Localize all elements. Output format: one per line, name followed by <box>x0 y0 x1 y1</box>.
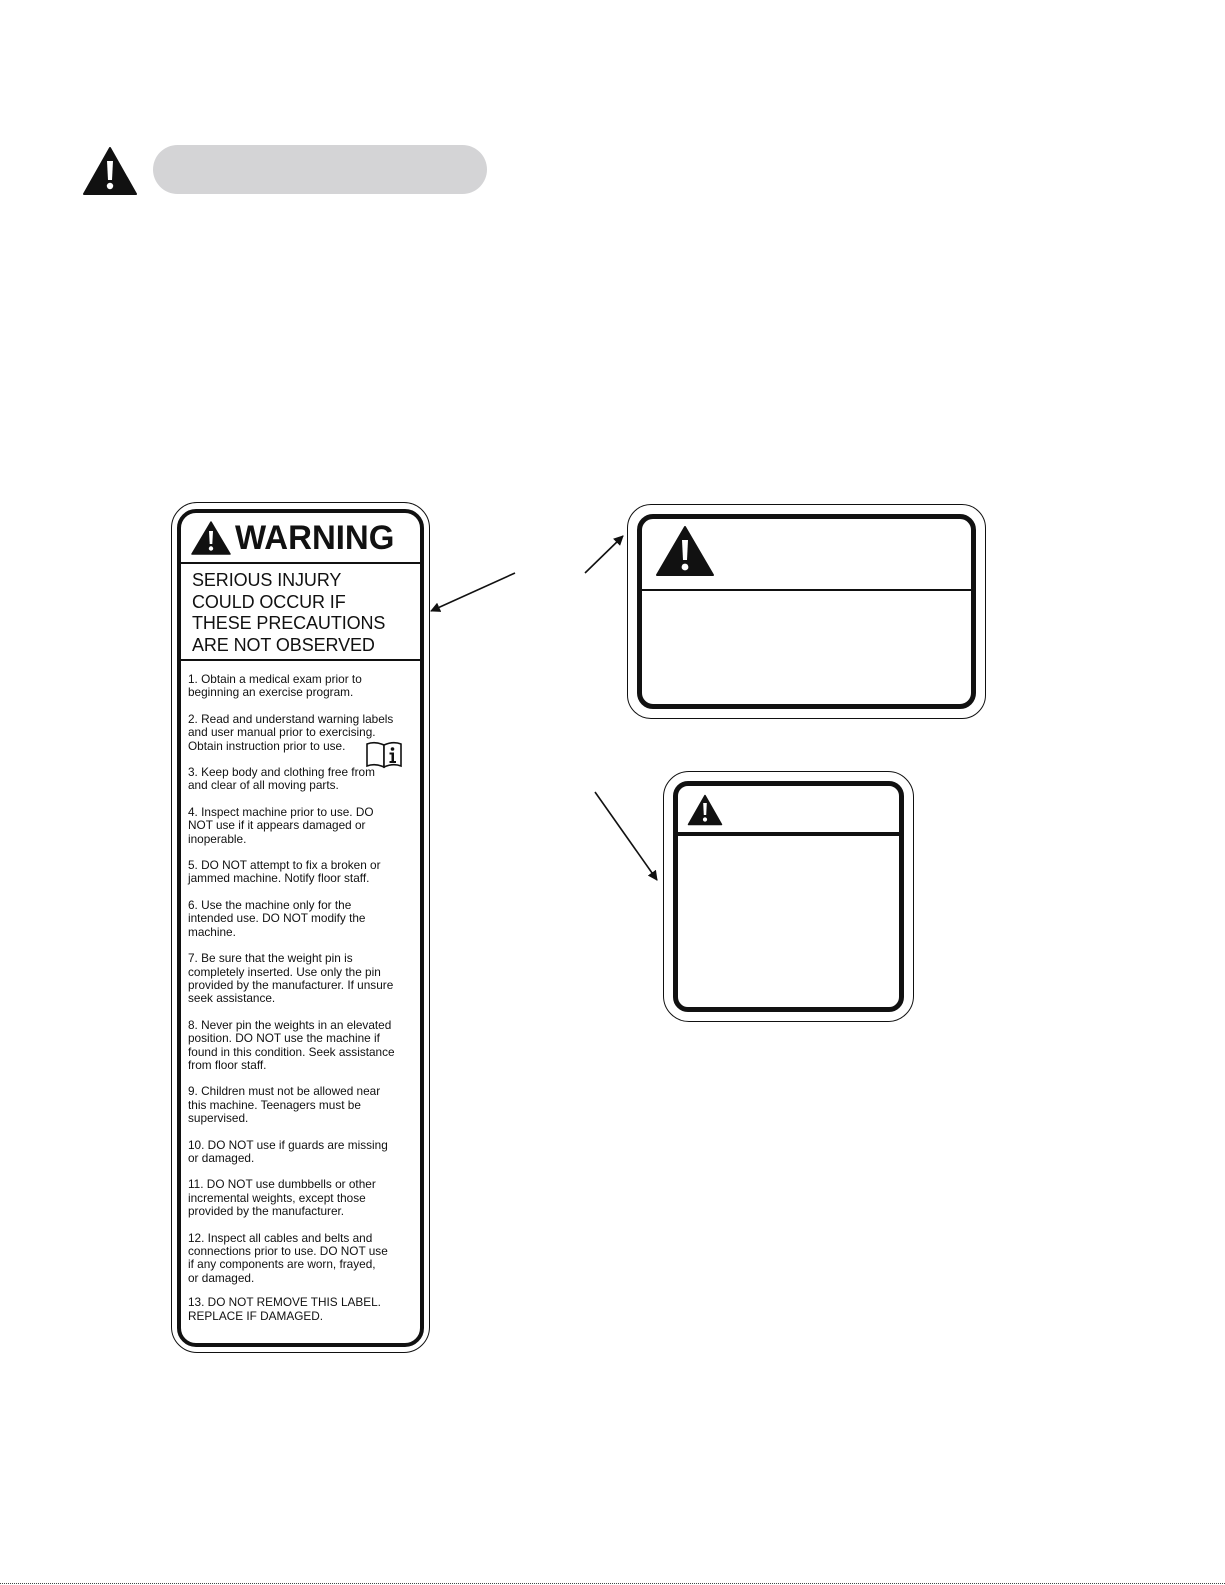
warning-triangle-icon <box>655 525 715 577</box>
precaution-item: 13. DO NOT REMOVE THIS LABEL. REPLACE IF DAMAGED. <box>188 1295 381 1323</box>
arrow-to-label-a <box>585 536 623 573</box>
precaution-item: 9. Children must not be allowed near this machine. Teenagers must be supervised. <box>188 1084 381 1126</box>
precaution-item: 6. Use the machine only for the intended use. DO NOT modify the machine. <box>188 897 366 939</box>
warning-label <box>177 509 424 1347</box>
arrow-to-warning-label <box>431 573 515 611</box>
serious-line: THESE PRECAUTIONS <box>192 613 386 633</box>
section-heading-bar <box>153 145 487 194</box>
blank-label-a-divider <box>642 589 971 591</box>
precaution-item: 7. Be sure that the weight pin is completely inserted. Use only the pin provided by the manufacturer. If unsure seek assistance. <box>188 951 394 1006</box>
precaution-item: 4. Inspect machine prior to use. DO NOT use if it appears damaged or inoperable. <box>188 804 374 846</box>
page-bottom-edge <box>0 1583 1225 1584</box>
precaution-item: 11. DO NOT use dumbbells or other incremental weights, except those provided by the manufacturer. <box>188 1177 376 1219</box>
warning-triangle-icon <box>191 521 231 555</box>
precaution-item: 3. Keep body and clothing free from and clear of all moving parts. <box>188 765 375 793</box>
precaution-item: 5. DO NOT attempt to fix a broken or jammed machine. Notify floor staff. <box>188 858 381 886</box>
warning-title: WARNING <box>235 518 395 557</box>
precaution-item: 10. DO NOT use if guards are missing or damaged. <box>188 1137 388 1165</box>
serious-line: COULD OCCUR IF <box>192 591 346 612</box>
warning-triangle-icon <box>82 146 138 196</box>
serious-injury-statement <box>181 564 420 661</box>
warning-triangle-icon <box>687 794 723 826</box>
user-manual-info-icon <box>365 741 403 769</box>
warning-label-header <box>181 513 420 564</box>
precaution-item: 1. Obtain a medical exam prior to beginning an exercise program. <box>188 672 362 700</box>
precaution-item: 12. Inspect all cables and belts and connections prior to use. DO NOT use if any components are worn, frayed, or damaged. <box>188 1230 388 1285</box>
arrow-to-label-b <box>595 792 657 880</box>
precaution-item: 8. Never pin the weights in an elevated position. DO NOT use the machine if found in this condition. Seek assistance from floor staff. <box>188 1017 395 1072</box>
precaution-item: 2. Read and understand warning labels and user manual prior to exercising. Obtain instruction prior to use. <box>188 711 394 753</box>
blank-label-b-divider <box>678 832 899 836</box>
serious-line: ARE NOT OBSERVED <box>192 634 375 655</box>
serious-line: SERIOUS INJURY <box>192 570 342 590</box>
